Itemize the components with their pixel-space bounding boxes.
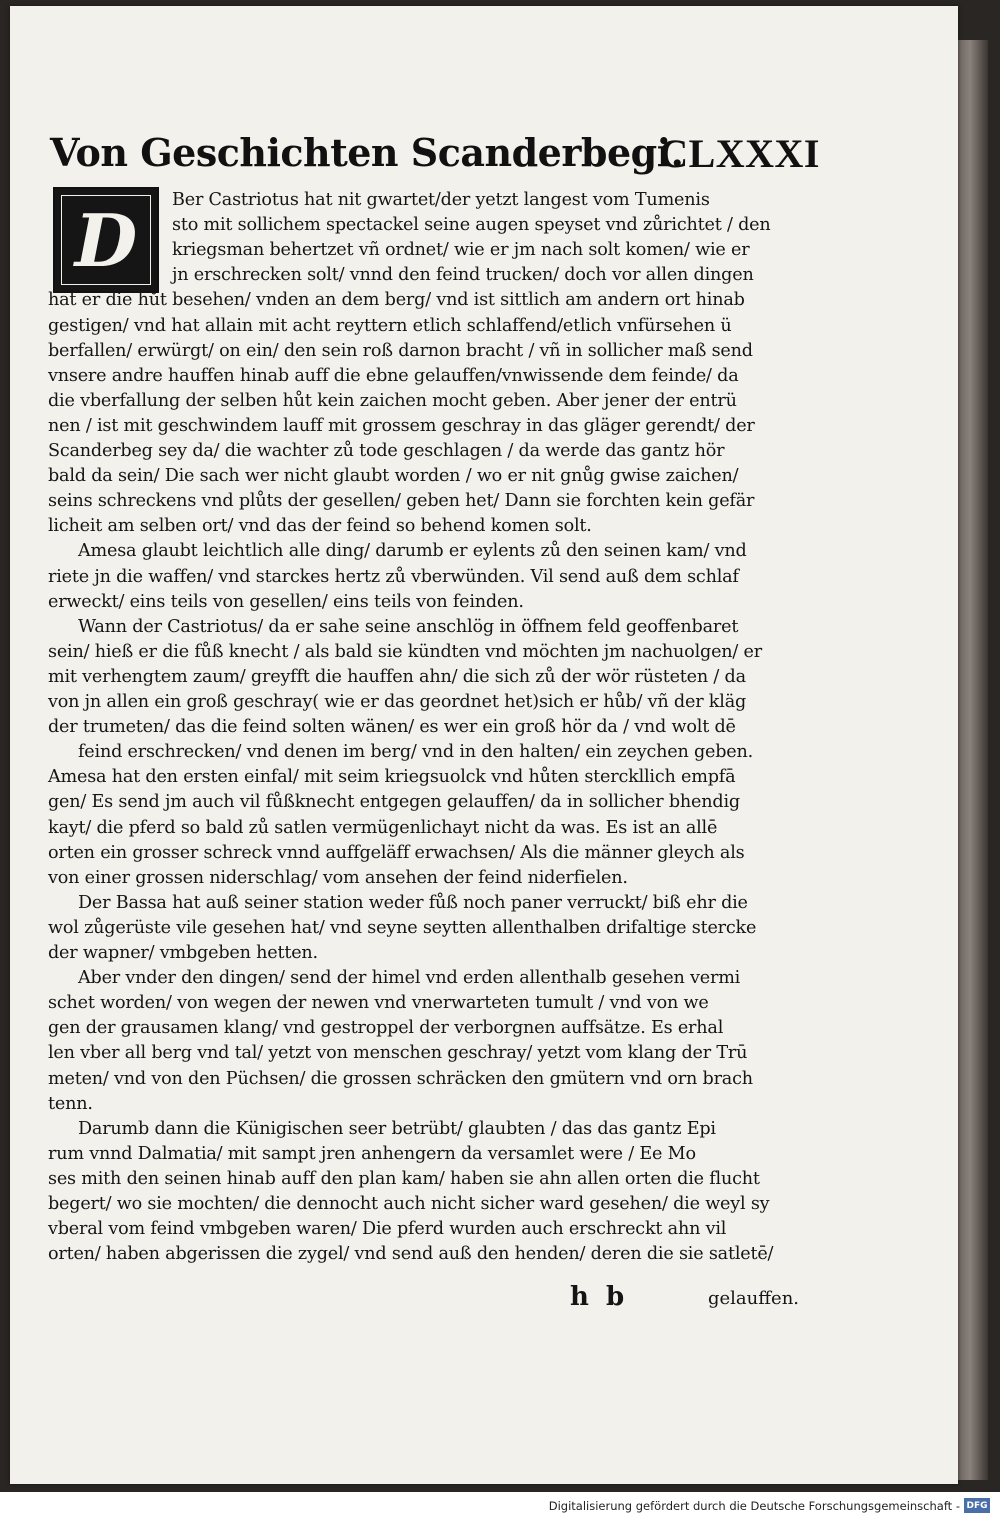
folio-number: CLXXXI [659, 131, 820, 176]
text-line: kayt/ die pferd so bald zů satlen vermügenlichayt nicht da was. Es ist an allē [48, 817, 718, 838]
text-line: jn erschrecken solt/ vnnd den feind trucken/ doch vor allen dingen [172, 265, 754, 286]
text-line: schet worden/ von wegen der newen vnd vnerwarteten tumult / vnd von we [48, 993, 709, 1014]
text-line: sein/ hieß er die fůß knecht / als bald sie kündten vnd möchten jm nachuolgen/ er [48, 641, 762, 662]
text-line: berfallen/ erwürgt/ on ein/ den sein roß darnon bracht / vñ in sollicher maß send [48, 340, 753, 361]
text-line: licheit am selben ort/ vnd das der feind so behend komen solt. [48, 516, 592, 537]
text-line: Ber Castriotus hat nit gwartet/der yetzt langest vom Tumenis [172, 190, 710, 210]
page-edge [958, 40, 988, 1480]
text-line: Darumb dann die Künigischen seer betrübt/ glaubten / das das gantz Epi [78, 1118, 716, 1139]
text-line: kriegsman behertzet vñ ordnet/ wie er jm nach solt komen/ wie er [172, 240, 750, 261]
running-header [50, 130, 820, 182]
text-line: rum vnnd Dalmatia/ mit sampt jren anhengern da versamlet were / Ee Mo [48, 1143, 696, 1164]
running-title: Von Geschichten Scanderbegi. [50, 130, 684, 175]
text-line: feind erschrecken/ vnd denen im berg/ vnd in den halten/ ein zeychen geben. [78, 742, 754, 763]
initial-letter: D [74, 197, 138, 283]
text-line: sto mit sollichem spectackel seine augen speyset vnd zůrichtet / den [172, 215, 771, 236]
text-line: vnsere andre hauffen hinab auff die ebne gelauffen/vnwissende dem feinde/ da [48, 365, 739, 386]
text-line: orten ein grosser schreck vnnd auffgeläff erwachsen/ Als die männer gleych als [48, 842, 745, 863]
text-line: erweckt/ eins teils von gesellen/ eins teils von feinden. [48, 591, 524, 612]
text-line: von einer grossen niderschlag/ vom ansehen der feind niderfielen. [48, 867, 628, 888]
text-line: vberal vom feind vmbgeben waren/ Die pferd wurden auch erschreckt ahn vil [48, 1219, 727, 1240]
text-line: meten/ vnd von den Püchsen/ die grossen schräcken den gmütern vnd orn brach [48, 1068, 753, 1089]
text-line: ses mith den seinen hinab auff den plan kam/ haben sie ahn allen orten die flucht [48, 1168, 760, 1189]
text-line: bald da sein/ Die sach wer nicht glaubt worden / wo er nit gnůg gwise zaichen/ [48, 466, 739, 487]
text-line: len vber all berg vnd tal/ yetzt von menschen geschray/ yetzt vom klang der Trū [48, 1043, 748, 1064]
catchword: gelauffen. [708, 1288, 800, 1309]
text-line: Amesa hat den ersten einfal/ mit seim kriegsuolck vnd hůten sterckllich empfā [48, 767, 736, 788]
text-line: wol zůgerüste vile gesehen hat/ vnd seyne seytten allenthalben drifaltige stercke [48, 917, 757, 938]
text-line: nen / ist mit geschwindem lauff mit grossem geschray in das gläger gerendt/ der [48, 415, 755, 436]
text-line: Aber vnder den dingen/ send der himel vnd erden allenthalb gesehen vermi [78, 968, 741, 989]
decorated-initial [53, 187, 159, 293]
text-line: Amesa glaubt leichtlich alle ding/ darumb er eylents zů den seinen kam/ vnd [78, 541, 747, 562]
dfg-logo-icon: DFG [964, 1498, 990, 1513]
text-line: Der Bassa hat auß seiner station weder fůß noch paner verruckt/ biß ehr die [78, 892, 748, 913]
text-line: gestigen/ vnd hat allain mit acht reyttern etlich schlaffend/etlich vnfürsehen ü [48, 315, 732, 336]
text-line: orten/ haben abgerissen die zygel/ vnd send auß den henden/ deren die sie satletē/ [48, 1244, 774, 1265]
text-line: tenn. [48, 1093, 93, 1114]
text-line: von jn allen ein groß geschray( wie er das geordnet het)sich er hůb/ vñ der kläg [48, 692, 747, 712]
text-line: gen/ Es send jm auch vil fůßknecht entgegen gelauffen/ da in sollicher bhendig [48, 792, 740, 813]
signature-mark: h b [570, 1282, 629, 1312]
footer-bar [0, 1492, 1000, 1521]
text-line: Wann der Castriotus/ da er sahe seine anschlög in öffnem feld geoffenbaret [78, 616, 739, 637]
text-line: der trumeten/ das die feind solten wänen/ es wer ein groß hör da / vnd wolt dē [48, 717, 736, 738]
text-line: begert/ wo sie mochten/ die dennocht auch nicht sicher ward gesehen/ die weyl sy [48, 1194, 770, 1214]
text-line: die vberfallung der selben hůt kein zaichen mocht geben. Aber jener der entrü [48, 390, 737, 411]
text-line: gen der grausamen klang/ vnd gestroppel der verborgnen auffsätze. Es erhal [48, 1018, 724, 1039]
text-line: hat er die hůt besehen/ vnden an dem berg/ vnd ist sittlich am andern ort hinab [48, 290, 745, 311]
text-line: der wapner/ vmbgeben hetten. [48, 943, 318, 963]
text-line: seins schreckens vnd plůts der gesellen/ geben het/ Dann sie forchten kein gefär [48, 491, 755, 512]
text-line: riete jn die waffen/ vnd starckes hertz zů vberwünden. Vil send auß dem schlaf [48, 566, 739, 587]
funding-credit: Digitalisierung gefördert durch die Deutsche Forschungsgemeinschaft - [548, 1499, 960, 1513]
text-line: mit verhengtem zaum/ greyfft die hauffen ahn/ die sich zů der wör rüsteten / da [48, 666, 746, 687]
text-line: Scanderbeg sey da/ die wachter zů tode geschlagen / da werde das gantz hör [48, 441, 725, 461]
